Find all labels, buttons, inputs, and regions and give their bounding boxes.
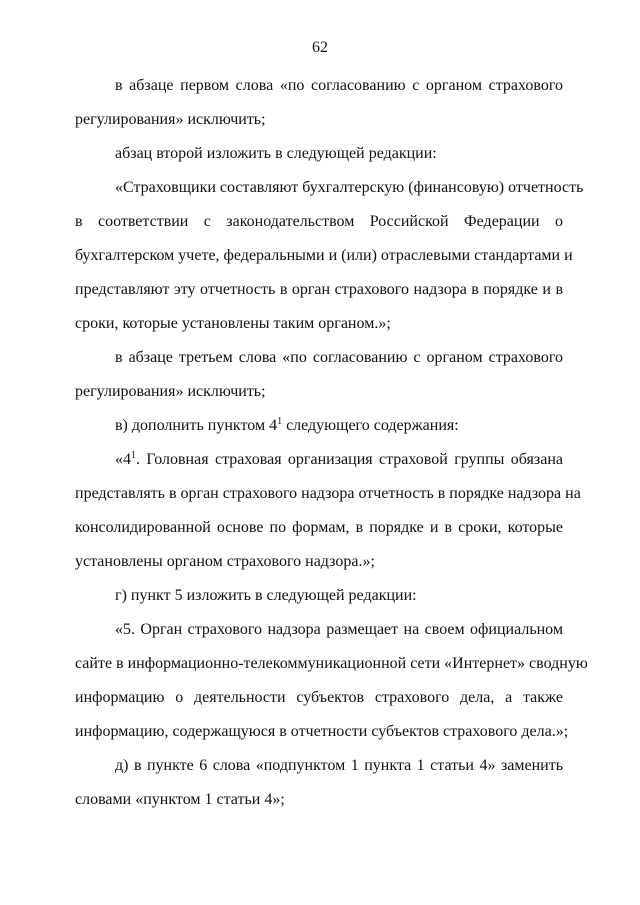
text-line-14: консолидированной основе по формам, в порядке и в сроки, которые [75,519,563,536]
text-line-12-b: . Головная страховая организация страховой группы обязана [136,451,563,468]
text-line-11-a: в) дополнить пунктом 4 [115,417,278,434]
text-line-8: сроки, которые установлены таким органом.»; [75,315,391,332]
text-line-20: информацию, содержащуюся в отчетности субъектов страхового дела.»; [75,723,569,740]
text-line-12 [75,448,563,482]
text-line-15: установлены органом страхового надзора.»; [75,553,375,570]
document-body [75,74,588,822]
text-line-11 [75,414,563,448]
text-line-3: абзац второй изложить в следующей редакции: [115,145,437,162]
text-line-10: регулирования» исключить; [75,383,266,400]
text-line-18: сайте в информационно-телекоммуникационной сети «Интернет» сводную [75,655,588,672]
text-line-22: словами «пунктом 1 статьи 4»; [75,791,285,808]
text-line-7: представляют эту отчетность в орган страхового надзора в порядке и в [75,281,563,298]
superscript-1: 1 [277,416,283,427]
text-line-5: в соответствии с законодательством Российской Федерации о [75,213,563,230]
text-line-1: в абзаце первом слова «по согласованию с органом страхового [115,77,563,94]
text-line-12-a: «4 [115,451,131,468]
text-line-13: представлять в орган страхового надзора отчетность в порядке надзора на [75,485,581,502]
text-line-9: в абзаце третьем слова «по согласованию с органом страхового [115,349,563,366]
superscript-2: 1 [131,450,136,461]
text-line-11-b: следующего содержания: [282,417,459,434]
text-line-21: д) в пункте 6 слова «подпунктом 1 пункта 1 статьи 4» заменить [115,757,563,774]
text-line-19: информацию о деятельности субъектов страхового дела, а также [75,689,563,706]
page-number: 62 [312,39,328,56]
text-line-16: г) пункт 5 изложить в следующей редакции: [115,587,417,604]
text-line-6: бухгалтерском учете, федеральными и (или) отраслевыми стандартами и [75,247,573,264]
text-line-4: «Страховщики составляют бухгалтерскую (финансовую) отчетность [115,179,584,196]
text-line-17: «5. Орган страхового надзора размещает на своем официальном [115,621,563,638]
text-line-2: регулирования» исключить; [75,111,266,128]
